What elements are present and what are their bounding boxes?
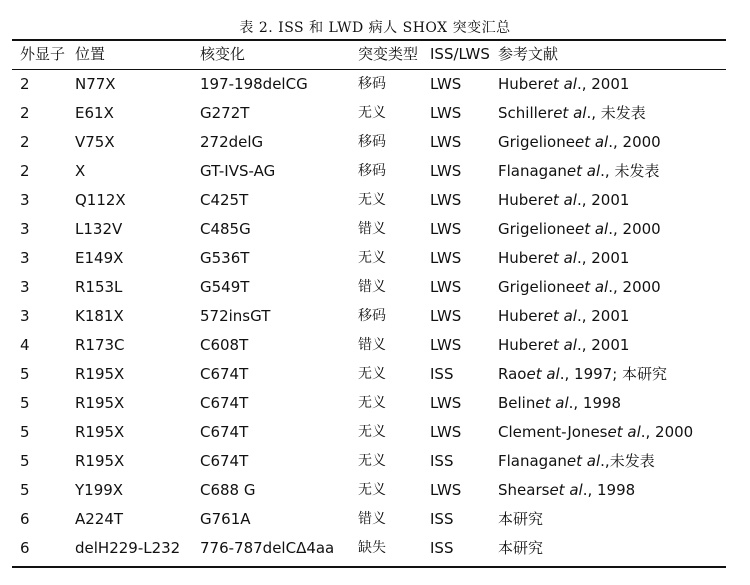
ref-etal: et al (566, 452, 601, 470)
ref-tail: ., 2001 (576, 75, 630, 93)
cell-position: K181X (75, 307, 124, 325)
cell-nuc-change: C674T (200, 452, 249, 470)
cell-exon: 5 (20, 452, 30, 470)
cell-reference (498, 447, 655, 476)
cell-nuc-change: C608T (200, 336, 249, 354)
table-row (0, 389, 750, 418)
ref-etal: et al (543, 249, 577, 267)
table-row (0, 99, 750, 128)
ref-etal: et al (543, 336, 577, 354)
table-row (0, 505, 750, 534)
cell-nuc-change: 197-198delCG (200, 75, 308, 93)
cell-reference (498, 244, 629, 273)
cell-mutation-type: 无义 (358, 453, 386, 469)
cell-mutation-type: 移码 (358, 308, 386, 324)
bottom-rule (12, 566, 726, 568)
cell-position: R195X (75, 394, 125, 412)
cell-position: E61X (75, 104, 114, 122)
cell-mutation-type: 移码 (358, 134, 386, 150)
cell-diagnosis: LWS (430, 307, 462, 325)
cell-exon: 4 (20, 336, 30, 354)
ref-tail: ., 2000 (640, 423, 694, 441)
cell-exon: 3 (20, 249, 30, 267)
ref-tail: ., 2001 (576, 307, 630, 325)
cell-reference (498, 389, 621, 418)
cell-diagnosis: LWS (430, 133, 462, 151)
ref-tail: ., 2000 (608, 133, 661, 151)
ref-author: Schiller (498, 104, 554, 122)
ref-tail: ., 2001 (576, 191, 630, 209)
cell-nuc-change: 572insGT (200, 307, 271, 325)
cell-exon: 3 (20, 191, 30, 209)
ref-author: Huber (498, 336, 544, 354)
cell-reference (498, 99, 646, 128)
cell-diagnosis: LWS (430, 249, 462, 267)
cell-mutation-type: 错义 (358, 279, 386, 295)
table-row (0, 331, 750, 360)
table-row (0, 157, 750, 186)
cell-diagnosis: LWS (430, 104, 462, 122)
ref-author: Huber (498, 249, 544, 267)
cell-exon: 5 (20, 481, 30, 499)
cell-mutation-type: 错义 (358, 511, 386, 527)
header-exon: 外显子 (20, 45, 66, 63)
ref-etal: et al (526, 365, 560, 383)
cell-position: A224T (75, 510, 124, 528)
cell-diagnosis: LWS (430, 162, 462, 180)
cell-reference (498, 360, 667, 389)
header-nuc-change: 核变化 (200, 45, 246, 63)
cell-reference (498, 215, 661, 244)
ref-author: Grigelione (498, 220, 575, 238)
ref-tail: ., 2001 (576, 249, 630, 267)
table-row (0, 128, 750, 157)
ref-tail: ., 1997; 本研究 (559, 365, 668, 383)
cell-exon: 5 (20, 365, 30, 383)
cell-mutation-type: 无义 (358, 395, 386, 411)
cell-nuc-change: C485G (200, 220, 251, 238)
cell-nuc-change: C674T (200, 365, 249, 383)
ref-author: 本研究 (498, 539, 544, 557)
cell-diagnosis: LWS (430, 423, 462, 441)
cell-nuc-change: C425T (200, 191, 249, 209)
cell-position: R195X (75, 365, 125, 383)
cell-diagnosis: LWS (430, 278, 462, 296)
cell-position: R173C (75, 336, 125, 354)
table-caption: 表 2. ISS 和 LWD 病人 SHOX 突变汇总 (239, 20, 511, 36)
ref-author: Grigelione (498, 133, 575, 151)
ref-tail: ., 1998 (582, 481, 636, 499)
ref-author: Belin (498, 394, 536, 412)
cell-position: N77X (75, 75, 116, 93)
ref-tail: ., 未发表 (600, 162, 660, 180)
ref-tail: ., 2000 (608, 220, 661, 238)
ref-tail: ., 2000 (608, 278, 661, 296)
ref-tail: ., 未发表 (586, 104, 646, 122)
cell-mutation-type: 无义 (358, 105, 386, 121)
ref-tail: ., 1998 (568, 394, 622, 412)
cell-diagnosis: ISS (430, 539, 454, 557)
cell-position: V75X (75, 133, 115, 151)
header-position: 位置 (75, 45, 106, 63)
ref-author: Flanagan (498, 452, 567, 470)
cell-position: E149X (75, 249, 124, 267)
table-row (0, 273, 750, 302)
header-mutation-type: 突变类型 (358, 45, 419, 63)
ref-etal: et al (535, 394, 569, 412)
header-reference: 参考文献 (498, 45, 559, 63)
header-row (0, 40, 750, 69)
ref-author: 本研究 (498, 510, 544, 528)
ref-author: Clement-Jones (498, 423, 608, 441)
cell-nuc-change: G549T (200, 278, 250, 296)
table-row (0, 476, 750, 505)
cell-diagnosis: ISS (430, 452, 454, 470)
cell-mutation-type: 无义 (358, 424, 386, 440)
cell-diagnosis: LWS (430, 481, 462, 499)
cell-mutation-type: 移码 (358, 76, 386, 92)
cell-exon: 3 (20, 220, 30, 238)
cell-exon: 3 (20, 307, 30, 325)
cell-nuc-change: G761A (200, 510, 251, 528)
table-row (0, 244, 750, 273)
cell-diagnosis: ISS (430, 510, 454, 528)
cell-mutation-type: 缺失 (358, 540, 386, 556)
cell-mutation-type: 无义 (358, 250, 386, 266)
cell-exon: 2 (20, 75, 30, 93)
cell-diagnosis: LWS (430, 191, 462, 209)
cell-position: L132V (75, 220, 123, 238)
ref-tail: ., 2001 (576, 336, 630, 354)
cell-diagnosis: LWS (430, 220, 462, 238)
ref-etal: et al (574, 220, 609, 238)
ref-author: Shears (498, 481, 550, 499)
cell-reference (498, 302, 629, 331)
table-row (0, 360, 750, 389)
cell-position: R195X (75, 452, 125, 470)
cell-reference (498, 157, 659, 186)
cell-mutation-type: 移码 (358, 163, 386, 179)
cell-reference (498, 70, 629, 99)
ref-author: Huber (498, 75, 544, 93)
cell-reference (498, 476, 635, 505)
cell-position: X (75, 162, 86, 180)
cell-reference (498, 273, 661, 302)
cell-mutation-type: 错义 (358, 221, 386, 237)
cell-nuc-change: C688 G (200, 481, 256, 499)
cell-nuc-change: G272T (200, 104, 250, 122)
cell-exon: 3 (20, 278, 30, 296)
cell-nuc-change: G536T (200, 249, 250, 267)
cell-mutation-type: 错义 (358, 337, 386, 353)
cell-mutation-type: 无义 (358, 366, 386, 382)
cell-exon: 2 (20, 162, 30, 180)
ref-etal: et al (543, 191, 577, 209)
header-diagnosis: ISS/LWS (430, 45, 490, 63)
table-row (0, 186, 750, 215)
ref-etal: et al (607, 423, 641, 441)
cell-diagnosis: LWS (430, 394, 462, 412)
cell-mutation-type: 无义 (358, 482, 386, 498)
cell-diagnosis: LWS (430, 336, 462, 354)
cell-exon: 5 (20, 394, 30, 412)
cell-diagnosis: ISS (430, 365, 454, 383)
cell-nuc-change: C674T (200, 394, 249, 412)
cell-position: R195X (75, 423, 125, 441)
cell-nuc-change: C674T (200, 423, 249, 441)
cell-reference (498, 418, 693, 447)
ref-etal: et al (574, 278, 609, 296)
ref-etal: et al (566, 162, 601, 180)
table-row (0, 534, 750, 563)
ref-etal: et al (543, 307, 577, 325)
ref-tail: .,未发表 (600, 452, 655, 470)
ref-etal: et al (553, 104, 587, 122)
cell-exon: 2 (20, 133, 30, 151)
cell-reference (498, 331, 629, 360)
ref-author: Huber (498, 191, 544, 209)
table-row (0, 215, 750, 244)
cell-mutation-type: 无义 (358, 192, 386, 208)
ref-etal: et al (543, 75, 577, 93)
cell-reference (498, 186, 629, 215)
cell-nuc-change: 272delG (200, 133, 264, 151)
cell-exon: 6 (20, 539, 30, 557)
cell-position: delH229-L232 (75, 539, 181, 557)
cell-reference (498, 505, 543, 534)
cell-exon: 2 (20, 104, 30, 122)
cell-position: R153L (75, 278, 123, 296)
cell-nuc-change: GT-IVS-AG (200, 162, 276, 180)
table-row (0, 70, 750, 99)
ref-author: Grigelione (498, 278, 575, 296)
ref-etal: et al (574, 133, 609, 151)
cell-nuc-change: 776-787delCΔ4aa (200, 539, 335, 557)
table-row (0, 302, 750, 331)
cell-diagnosis: LWS (430, 75, 462, 93)
cell-reference (498, 128, 661, 157)
cell-position: Y199X (75, 481, 124, 499)
cell-position: Q112X (75, 191, 126, 209)
ref-etal: et al (549, 481, 583, 499)
table-row (0, 447, 750, 476)
cell-reference (498, 534, 543, 563)
ref-author: Flanagan (498, 162, 567, 180)
ref-author: Rao (498, 365, 527, 383)
table-row (0, 418, 750, 447)
cell-exon: 5 (20, 423, 30, 441)
ref-author: Huber (498, 307, 544, 325)
cell-exon: 6 (20, 510, 30, 528)
